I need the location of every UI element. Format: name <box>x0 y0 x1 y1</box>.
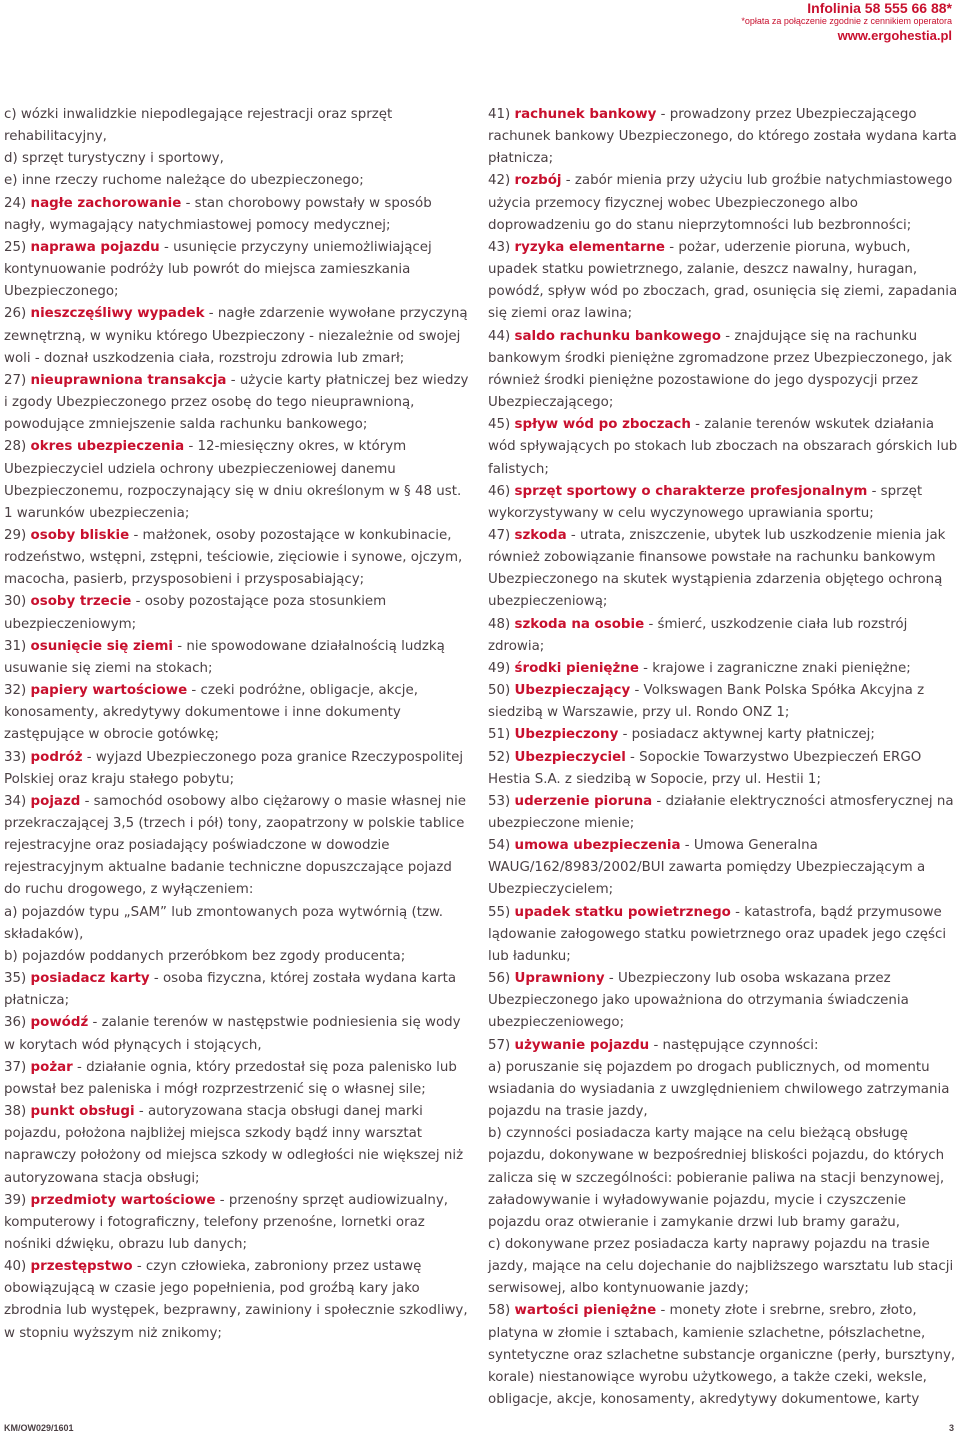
definition-term: podróż <box>30 749 83 765</box>
definition-term: Uprawniony <box>514 971 605 987</box>
definition-term: rachunek bankowy <box>514 107 657 122</box>
definition-term: wartości pieniężne <box>514 1303 657 1319</box>
definition-prefix: a) poruszanie się pojazdem po drogach publicznych, od momentu wsiadania do wysiadania z uwzględnieniem chwilowego zatrzymania pojazdu na trasie jazdy, <box>488 1059 950 1120</box>
definition-term: posiadacz karty <box>30 971 150 987</box>
definition-text: - pożar, uderzenie pioruna, wybuch, upadek statku powietrznego, zalanie, deszcz nawalny, huragan, powódź, spływ wód po zboczach, grad, osunięcia się ziemi, zapadania się ziemi oraz lawina; <box>488 239 958 322</box>
definition-term: osoby bliskie <box>30 527 130 543</box>
definition-term: uderzenie pioruna <box>514 793 653 809</box>
hotline-number: Infolinia 58 555 66 88* <box>807 0 952 16</box>
definition-paragraph <box>4 680 472 746</box>
definition-prefix: 33) <box>4 749 31 765</box>
definition-prefix: 45) <box>488 417 515 433</box>
definition-prefix: c) dokonywane przez posiadacza karty naprawy pojazdu na trasie jazdy, mające na celu dojechanie do najbliższego warsztatu lub stacji serwisowej, albo kontynuowanie jazdy; <box>488 1236 954 1297</box>
definition-term: powódź <box>30 1015 89 1031</box>
definition-prefix: 25) <box>4 239 31 255</box>
definition-text: - małżonek, osoby pozostające w konkubinacie, rodzeństwo, wstępni, zstępni, teściowie, zięciowie i synowe, ojczym, macocha, pasierb, przysposobieni i przysposabiający; <box>4 527 463 588</box>
definition-term: saldo rachunku bankowego <box>514 328 721 344</box>
definition-text: - autoryzowana stacja obsługi danej marki pojazdu, położona najbliżej miejsca szkody bądź inny warsztat naprawczy położony od miejsca szkody w odległości nie większej niż autoryzowana stacja obsługi; <box>4 1104 464 1186</box>
right-column <box>488 104 958 1411</box>
definition-text: - krajowe i zagraniczne znaki pieniężne; <box>638 660 911 676</box>
definition-prefix: 58) <box>488 1303 515 1319</box>
definition-text: - samochód osobowy albo ciężarowy o masie własnej nie przekraczającej 3,5 (trzech i pół) tony, zaopatrzony w polskie tablice rejestracyjne oraz posiadający poświadczone w dowodzie rejestracyjnym aktualne badanie techniczne dopuszczające pojazd do ruchu drogowego, z wyłączeniem: <box>4 793 467 898</box>
definition-paragraph <box>488 1035 958 1057</box>
definition-paragraph <box>4 148 472 170</box>
definition-term: punkt obsługi <box>30 1104 135 1120</box>
definition-text: - wyjazd Ubezpieczonego poza granice Rzeczypospolitej Polskiej oraz kraju stałego pobytu; <box>4 749 464 787</box>
document-code: KM/OW029/1601 <box>4 1423 74 1433</box>
definition-prefix: 26) <box>4 306 31 322</box>
definition-prefix: c) wózki inwalidzkie niepodlegające rejestracji oraz sprzęt rehabilitacyjny, <box>4 107 393 145</box>
definition-paragraph <box>488 835 958 901</box>
definition-text: - 12-miesięczny okres, w którym Ubezpieczyciel udziela ochrony ubezpieczeniowej danemu Ubezpieczonemu, rozpoczynający się w dniu określonym w § 48 ust. 1 warunków ubezpieczenia; <box>4 439 462 521</box>
definition-text: - nagłe zdarzenie wywołane przyczyną zewnętrzną, w wyniku którego Ubezpieczony - niezależnie od swojej woli - doznał uszkodzenia ciała, rozstroju zdrowia lub zmarł; <box>4 306 468 366</box>
definition-term: używanie pojazdu <box>514 1037 650 1053</box>
definition-text: - posiadacz aktywnej karty płatniczej; <box>618 727 875 743</box>
hotline-fee-note: *opłata za połączenie zgodnie z cennikiem operatora <box>741 16 952 26</box>
definition-term: ryzyka elementarne <box>514 239 665 255</box>
definition-paragraph <box>488 791 958 835</box>
definition-prefix: 28) <box>4 439 31 455</box>
definition-text: - czeki podróżne, obligacje, akcje, konosamenty, akredytywy dokumentowe i inne dokumenty zastępujące w obrocie gotówkę; <box>4 683 418 743</box>
definition-term: środki pieniężne <box>514 660 639 676</box>
definition-prefix: 50) <box>488 683 515 699</box>
definition-paragraph <box>488 237 958 326</box>
definition-prefix: 55) <box>488 904 515 920</box>
definition-text: - sprzęt wykorzystywany w celu wyczynowego uprawiania sportu; <box>488 483 923 521</box>
definition-prefix: 37) <box>4 1059 31 1075</box>
definition-prefix: 32) <box>4 683 31 699</box>
definition-paragraph <box>4 591 472 635</box>
definition-text: - Volkswagen Bank Polska Spółka Akcyjna z siedzibą w Warszawie, przy ul. Rondo ONZ 1; <box>488 683 925 721</box>
definition-term: nieszczęśliwy wypadek <box>30 306 205 322</box>
definition-paragraph <box>4 370 472 436</box>
definition-term: Ubezpieczyciel <box>514 749 626 765</box>
definition-term: umowa ubezpieczenia <box>514 838 681 854</box>
definition-prefix: 52) <box>488 749 515 765</box>
definition-prefix: 43) <box>488 239 515 255</box>
definition-prefix: e) inne rzeczy ruchome należące do ubezpieczonego; <box>4 173 364 189</box>
definition-prefix: 29) <box>4 527 31 543</box>
definition-text: - zabór mienia przy użyciu lub groźbie natychmiastowego użycia przemocy fizycznej wobec Ubezpieczonego albo doprowadzeniu go do stanu nieprzytomności lub bezbronności; <box>488 173 953 233</box>
definition-paragraph <box>488 414 958 480</box>
header-contact <box>660 0 960 44</box>
definition-paragraph <box>488 614 958 658</box>
left-column <box>4 104 472 1345</box>
definition-paragraph <box>488 1300 958 1411</box>
definition-paragraph <box>488 902 958 968</box>
definition-prefix: 34) <box>4 793 31 809</box>
definition-text: - śmierć, uszkodzenie ciała lub rozstrój zdrowia; <box>488 616 908 654</box>
definition-text: - monety złote i srebrne, srebro, złoto, platyna w złomie i sztabach, kamienie szlachetne, półszlachetne, syntetyczne oraz szlachetne substancje organiczne (perły, bursztyny, korale) niestanowiące wyrobu użytkowego, a także czeki, weksle, obligacje, akcje, konosamenty, akredytywy dokumentowe, karty <box>488 1303 956 1408</box>
definition-prefix: 31) <box>4 638 31 654</box>
definition-paragraph <box>4 237 472 303</box>
definition-term: papiery wartościowe <box>30 683 188 699</box>
definition-prefix: 35) <box>4 971 31 987</box>
definition-paragraph <box>488 481 958 525</box>
definition-text: - przenośny sprzęt audiowizualny, komputerowy i fotograficzny, telefony przenośne, lornetki oraz nośniki dźwięku, obrazu lub danych; <box>4 1192 449 1252</box>
definition-term: szkoda na osobie <box>514 616 645 632</box>
definition-paragraph <box>4 1101 472 1190</box>
definition-text: - Ubezpieczony lub osoba wskazana przez Ubezpieczonego jako upoważniona do otrzymania świadczenia ubezpieczeniowego; <box>488 971 909 1031</box>
definition-term: osoby trzecie <box>30 594 132 610</box>
definition-paragraph <box>4 1256 472 1345</box>
definition-term: nagłe zachorowanie <box>30 195 182 211</box>
definition-prefix: 42) <box>488 173 515 189</box>
definition-prefix: 27) <box>4 372 31 388</box>
definition-text: - stan chorobowy powstały w sposób nagły, wymagający natychmiastowej pomocy medycznej; <box>4 195 432 233</box>
definition-paragraph <box>4 902 472 946</box>
definition-term: naprawa pojazdu <box>30 239 160 255</box>
definition-text: - nie spowodowane działalnością ludzką usuwanie się ziemi na stokach; <box>4 638 445 676</box>
definition-prefix: 41) <box>488 107 515 122</box>
definition-paragraph <box>488 1057 958 1123</box>
definition-text: - osoba fizyczna, której została wydana karta płatnicza; <box>4 971 457 1009</box>
definition-prefix: d) sprzęt turystyczny i sportowy, <box>4 151 224 167</box>
definition-text: - prowadzony przez Ubezpieczającego rachunek bankowy Ubezpieczonego, do którego została wydana karta płatnicza; <box>488 107 957 167</box>
definition-paragraph <box>488 326 958 415</box>
definition-paragraph <box>4 791 472 902</box>
definition-paragraph <box>488 1123 958 1234</box>
definition-paragraph <box>488 658 958 680</box>
website-link[interactable]: www.ergohestia.pl <box>837 28 952 43</box>
definition-term: Ubezpieczony <box>514 727 619 743</box>
definition-paragraph <box>488 724 958 746</box>
definition-term: spływ wód po zboczach <box>514 417 691 433</box>
definition-paragraph <box>4 1012 472 1056</box>
definition-text: - utrata, zniszczenie, ubytek lub uszkodzenie mienia jak również zobowiązanie finansowe powstałe na rachunku bankowym Ubezpieczonego na skutek wystąpienia zdarzenia objętego ochroną ubezpieczeniową; <box>488 527 946 610</box>
definition-prefix: 44) <box>488 328 515 344</box>
definition-paragraph <box>4 436 472 525</box>
definition-paragraph <box>488 968 958 1034</box>
definition-prefix: b) pojazdów poddanych przeróbkom bez zgody producenta; <box>4 948 406 964</box>
definition-paragraph <box>488 680 958 724</box>
definition-prefix: b) czynności posiadacza karty mające na celu bieżącą obsługę pojazdu, dokonywane w bezpośredniej bliskości pojazdu, do których zalicza się w szczególności: pobieranie paliwa na stacji benzynowej, załadowywanie i wyładowywanie pojazdu, mycie i czyszczenie pojazdu oraz otwieranie i zamykanie drzwi lub bramy garażu, <box>488 1126 945 1230</box>
definition-paragraph <box>4 1057 472 1101</box>
definition-text: - zalanie terenów w następstwie podniesienia się wody w korytach wód płynących i stojących, <box>4 1015 461 1053</box>
definition-prefix: a) pojazdów typu „SAM” lub zmontowanych poza wytwórnią (tzw. składaków), <box>4 904 443 942</box>
definition-text: - użycie karty płatniczej bez wiedzy i zgody Ubezpieczonego przez osobę do tego nieuprawnioną, powodujące zmniejszenie salda rachunku bankowego; <box>4 372 469 433</box>
definition-prefix: 24) <box>4 195 31 211</box>
definition-prefix: 53) <box>488 793 515 809</box>
definition-text: - działanie ognia, który przedostał się poza palenisko lub powstał bez paleniska i mógł rozprzestrzenić się o własnej sile; <box>4 1059 457 1097</box>
definition-term: pożar <box>30 1059 73 1075</box>
definition-prefix: 48) <box>488 616 515 632</box>
definition-paragraph <box>4 636 472 680</box>
definition-paragraph <box>488 104 958 170</box>
definition-prefix: 57) <box>488 1037 515 1053</box>
definition-text: - Sopockie Towarzystwo Ubezpieczeń ERGO Hestia S.A. z siedzibą w Sopocie, przy ul. Hestii 1; <box>488 749 922 787</box>
definition-paragraph <box>4 303 472 369</box>
definition-text: - Umowa Generalna WAUG/162/8983/2002/BUI zawarta pomiędzy Ubezpieczającym a Ubezpieczycielem; <box>488 838 926 898</box>
page-number: 3 <box>948 1423 954 1433</box>
definition-prefix: 30) <box>4 594 31 610</box>
definition-term: Ubezpieczający <box>514 683 631 699</box>
definition-term: osunięcie się ziemi <box>30 638 174 654</box>
definition-prefix: 54) <box>488 838 515 854</box>
definition-term: upadek statku powietrznego <box>514 904 731 920</box>
definition-prefix: 38) <box>4 1104 31 1120</box>
definition-text: - usunięcie przyczyny uniemożliwiającej kontynuowanie podróży lub powrót do miejsca zamieszkania Ubezpieczonego; <box>4 239 432 300</box>
definition-term: sprzęt sportowy o charakterze profesjonalnym <box>514 483 868 499</box>
definition-term: szkoda <box>514 527 567 543</box>
definition-text: - następujące czynności: <box>649 1037 819 1053</box>
definition-paragraph <box>4 1190 472 1256</box>
definition-term: przedmioty wartościowe <box>30 1192 216 1208</box>
definition-text: - zalanie terenów wskutek działania wód spływających po stokach lub zboczach na obszarach górskich lub falistych; <box>488 417 958 477</box>
definition-paragraph <box>488 170 958 236</box>
definition-text: - katastrofa, bądź przymusowe lądowanie załogowego statku powietrznego oraz upadek jego części lub ładunku; <box>488 904 947 964</box>
definition-prefix: 47) <box>488 527 515 543</box>
definition-prefix: 40) <box>4 1259 31 1275</box>
definition-text: - działanie elektryczności atmosferycznej na ubezpieczone mienie; <box>488 793 954 831</box>
definition-paragraph <box>4 104 472 148</box>
definition-term: okres ubezpieczenia <box>30 439 185 455</box>
definition-prefix: 46) <box>488 483 515 499</box>
definition-text: - czyn człowieka, zabroniony przez ustawę obowiązującą w czasie jego popełnienia, pod groźbą kary jako zbrodnia lub występek, bezprawny, zawiniony i społecznie szkodliwy, w stopniu wyższym niż znikomy; <box>4 1259 468 1341</box>
definition-term: przestępstwo <box>30 1259 133 1275</box>
definition-prefix: 39) <box>4 1192 31 1208</box>
definition-term: pojazd <box>30 793 81 809</box>
definition-term: nieuprawniona transakcja <box>30 372 227 388</box>
definition-paragraph <box>488 1234 958 1300</box>
definition-prefix: 49) <box>488 660 515 676</box>
definition-paragraph <box>4 525 472 591</box>
definition-prefix: 36) <box>4 1015 31 1031</box>
definition-paragraph <box>4 170 472 192</box>
definition-paragraph <box>4 968 472 1012</box>
definition-paragraph <box>4 946 472 968</box>
definition-paragraph <box>4 193 472 237</box>
definition-term: rozbój <box>514 173 562 189</box>
definition-prefix: 56) <box>488 971 515 987</box>
definition-text: - znajdujące się na rachunku bankowym środki pieniężne zgromadzone przez Ubezpieczonego, jak również środki pieniężne pozostawione do jego dyspozycji przez Ubezpieczającego; <box>488 328 953 411</box>
definition-text: - osoby pozostające poza stosunkiem ubezpieczeniowym; <box>4 594 387 632</box>
definition-paragraph <box>4 747 472 791</box>
definition-paragraph <box>488 525 958 614</box>
definition-paragraph <box>488 747 958 791</box>
definition-prefix: 51) <box>488 727 515 743</box>
